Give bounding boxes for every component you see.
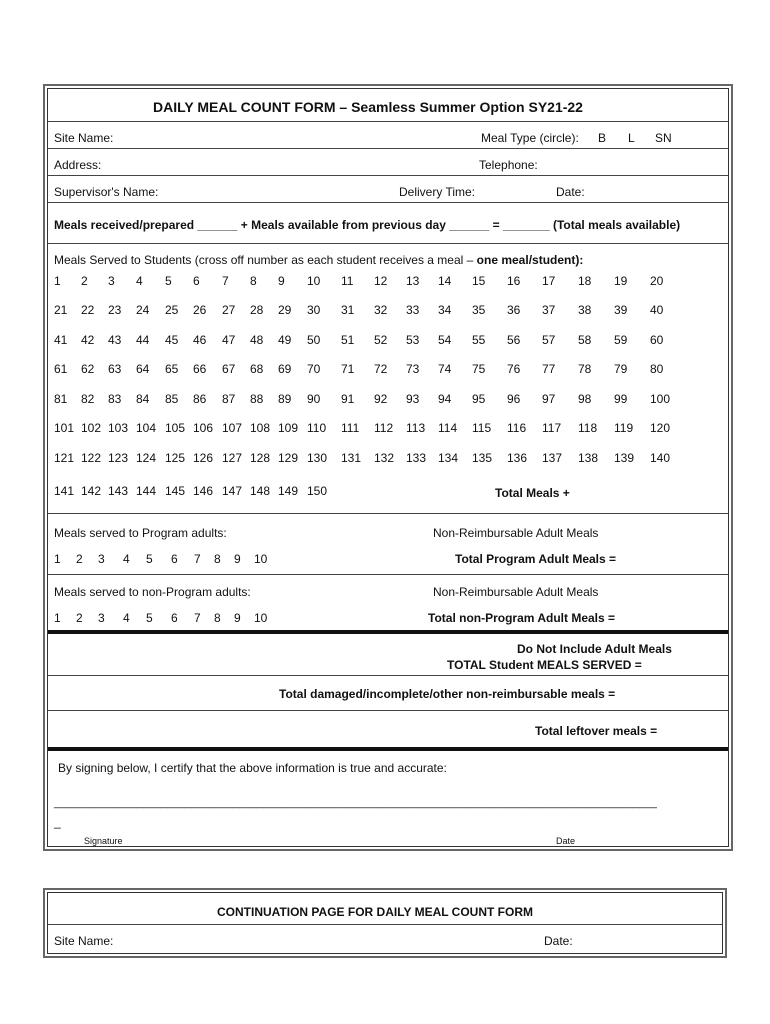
continuation-title-row: [48, 893, 722, 925]
students-instruction-prefix: Meals Served to Students (cross off number as each student receives a meal –: [54, 253, 477, 267]
student-number[interactable]: 145: [165, 484, 186, 498]
student-number[interactable]: 142: [81, 484, 102, 498]
student-number[interactable]: 59: [614, 333, 628, 347]
student-number[interactable]: 116: [507, 421, 527, 435]
student-number[interactable]: 89: [278, 392, 292, 406]
student-number[interactable]: 64: [136, 362, 150, 376]
adult-number[interactable]: 1: [54, 552, 61, 566]
nonprogram-adults-section: [48, 575, 728, 632]
student-number[interactable]: 32: [374, 303, 388, 317]
adult-number[interactable]: 9: [234, 552, 241, 566]
student-number[interactable]: 28: [250, 303, 264, 317]
damaged-total-label: Total damaged/incomplete/other non-reimbursable meals =: [279, 687, 616, 701]
student-number[interactable]: 75: [472, 362, 486, 376]
student-number[interactable]: 94: [438, 392, 452, 406]
student-number[interactable]: 20: [650, 274, 664, 288]
student-number[interactable]: 42: [81, 333, 95, 347]
students-instruction: [54, 253, 583, 267]
site-name-label: Site Name:: [54, 131, 114, 145]
student-number[interactable]: 41: [54, 333, 68, 347]
student-number[interactable]: 114: [438, 421, 458, 435]
student-number[interactable]: 60: [650, 333, 664, 347]
student-number[interactable]: 50: [307, 333, 321, 347]
student-number[interactable]: 97: [542, 392, 556, 406]
student-number[interactable]: 134: [438, 451, 459, 465]
student-number[interactable]: 138: [578, 451, 599, 465]
program-adults-label: Meals served to Program adults:: [54, 526, 227, 540]
supervisor-row: [48, 176, 728, 203]
student-number[interactable]: 132: [374, 451, 395, 465]
student-number[interactable]: 119: [614, 421, 634, 435]
student-number[interactable]: 72: [374, 362, 388, 376]
student-number[interactable]: 9: [278, 274, 285, 288]
program-adults-section: [48, 514, 728, 575]
student-number[interactable]: 140: [650, 451, 671, 465]
student-number[interactable]: 103: [108, 421, 129, 435]
student-number[interactable]: 109: [278, 421, 299, 435]
student-number[interactable]: 52: [374, 333, 388, 347]
adult-number[interactable]: 10: [254, 552, 268, 566]
total-meals-label: Total Meals +: [495, 486, 570, 500]
student-number[interactable]: 7: [222, 274, 229, 288]
adult-number[interactable]: 2: [76, 552, 83, 566]
student-number[interactable]: 15: [472, 274, 486, 288]
student-number[interactable]: 150: [307, 484, 328, 498]
student-number[interactable]: 108: [250, 421, 271, 435]
student-number[interactable]: 105: [165, 421, 186, 435]
student-number[interactable]: 48: [250, 333, 264, 347]
student-number[interactable]: 121: [54, 451, 75, 465]
student-number[interactable]: 63: [108, 362, 122, 376]
student-number[interactable]: 74: [438, 362, 452, 376]
student-number[interactable]: 35: [472, 303, 486, 317]
adult-number[interactable]: 7: [194, 552, 201, 566]
student-number[interactable]: 16: [507, 274, 521, 288]
student-number[interactable]: 4: [136, 274, 143, 288]
student-number[interactable]: 43: [108, 333, 122, 347]
student-number[interactable]: 30: [307, 303, 321, 317]
student-number[interactable]: 137: [542, 451, 563, 465]
student-number[interactable]: 93: [406, 392, 420, 406]
adult-number[interactable]: 10: [254, 611, 268, 625]
student-number[interactable]: 33: [406, 303, 420, 317]
student-number[interactable]: 87: [222, 392, 236, 406]
meal-type-l[interactable]: L: [628, 131, 635, 145]
student-number[interactable]: 130: [307, 451, 328, 465]
meal-type-sn[interactable]: SN: [655, 131, 672, 145]
student-number[interactable]: 86: [193, 392, 207, 406]
student-number[interactable]: 24: [136, 303, 150, 317]
meal-type-b[interactable]: B: [598, 131, 607, 145]
telephone-label: Telephone:: [479, 158, 538, 172]
leftover-row: [48, 711, 728, 747]
student-number[interactable]: 67: [222, 362, 236, 376]
do-not-include-note: Do Not Include Adult Meals: [517, 642, 672, 656]
continuation-title: CONTINUATION PAGE FOR DAILY MEAL COUNT FORM: [217, 905, 534, 919]
student-number[interactable]: 106: [193, 421, 214, 435]
student-number[interactable]: 17: [542, 274, 556, 288]
student-number[interactable]: 125: [165, 451, 186, 465]
student-number[interactable]: 12: [374, 274, 388, 288]
damaged-row: [48, 676, 728, 711]
student-number[interactable]: 44: [136, 333, 150, 347]
adult-number[interactable]: 9: [234, 611, 241, 625]
student-number[interactable]: 141: [54, 484, 75, 498]
program-non-reimb-label: Non-Reimbursable Adult Meals: [433, 526, 599, 540]
student-number[interactable]: 69: [278, 362, 292, 376]
student-number[interactable]: 126: [193, 451, 214, 465]
student-number[interactable]: 62: [81, 362, 95, 376]
student-number[interactable]: 56: [507, 333, 521, 347]
adult-number[interactable]: 2: [76, 611, 83, 625]
student-number[interactable]: 118: [578, 421, 598, 435]
student-number[interactable]: 70: [307, 362, 321, 376]
adult-number[interactable]: 3: [98, 552, 105, 566]
address-row: [48, 149, 728, 176]
meals-received-row: [48, 203, 728, 244]
nonprogram-adults-label: Meals served to non-Program adults:: [54, 585, 251, 599]
student-number[interactable]: 100: [650, 392, 671, 406]
student-number[interactable]: 8: [250, 274, 257, 288]
student-number[interactable]: 57: [542, 333, 556, 347]
student-number[interactable]: 13: [406, 274, 420, 288]
student-number[interactable]: 149: [278, 484, 299, 498]
student-number[interactable]: 68: [250, 362, 264, 376]
student-number[interactable]: 54: [438, 333, 452, 347]
student-number[interactable]: 128: [250, 451, 271, 465]
student-number[interactable]: 104: [136, 421, 157, 435]
total-student-served-label: TOTAL Student MEALS SERVED =: [447, 658, 642, 672]
continuation-site-label: Site Name:: [54, 934, 114, 948]
student-number[interactable]: 11: [341, 274, 354, 288]
continuation-date-label: Date:: [544, 934, 573, 948]
student-number[interactable]: 61: [54, 362, 68, 376]
student-number[interactable]: 80: [650, 362, 664, 376]
student-number[interactable]: 88: [250, 392, 264, 406]
student-number[interactable]: 37: [542, 303, 556, 317]
student-number[interactable]: 27: [222, 303, 236, 317]
student-number[interactable]: 25: [165, 303, 179, 317]
student-number[interactable]: 19: [614, 274, 628, 288]
student-number[interactable]: 18: [578, 274, 592, 288]
adult-number[interactable]: 4: [123, 552, 130, 566]
student-number[interactable]: 39: [614, 303, 628, 317]
student-number[interactable]: 49: [278, 333, 292, 347]
student-number[interactable]: 148: [250, 484, 271, 498]
student-number[interactable]: 81: [54, 392, 68, 406]
student-number[interactable]: 22: [81, 303, 95, 317]
adult-number[interactable]: 5: [146, 611, 153, 625]
student-number[interactable]: 23: [108, 303, 122, 317]
meal-count-form: [43, 84, 733, 851]
form-inner: [47, 88, 729, 847]
supervisor-label: Supervisor's Name:: [54, 185, 159, 199]
student-number[interactable]: 36: [507, 303, 521, 317]
nonprogram-adult-total: Total non-Program Adult Meals =: [428, 611, 616, 625]
student-number[interactable]: 6: [193, 274, 200, 288]
adult-number[interactable]: 6: [171, 611, 178, 625]
student-number[interactable]: 79: [614, 362, 628, 376]
continuation-form: [43, 888, 727, 958]
meal-type-label: Meal Type (circle):: [481, 131, 579, 145]
student-number[interactable]: 131: [341, 451, 362, 465]
student-number[interactable]: 127: [222, 451, 243, 465]
student-number[interactable]: 14: [438, 274, 452, 288]
student-number[interactable]: 3: [108, 274, 115, 288]
student-number[interactable]: 85: [165, 392, 179, 406]
student-number[interactable]: 29: [278, 303, 292, 317]
student-number[interactable]: 117: [542, 421, 562, 435]
signature-date-label: Date: [556, 836, 576, 846]
thick-divider-2: [48, 747, 728, 751]
address-label: Address:: [54, 158, 102, 172]
student-number[interactable]: 46: [193, 333, 207, 347]
student-number[interactable]: 111: [341, 421, 360, 435]
leftover-total-label: Total leftover meals =: [535, 724, 658, 738]
student-number[interactable]: 120: [650, 421, 671, 435]
student-number[interactable]: 95: [472, 392, 486, 406]
student-number[interactable]: 113: [406, 421, 426, 435]
student-number[interactable]: 40: [650, 303, 664, 317]
signature-line-tail: _: [54, 815, 61, 829]
continuation-inner: [47, 892, 723, 954]
student-number[interactable]: 123: [108, 451, 129, 465]
student-number[interactable]: 102: [81, 421, 102, 435]
student-number[interactable]: 101: [54, 421, 75, 435]
adult-number[interactable]: 1: [54, 611, 61, 625]
student-number[interactable]: 38: [578, 303, 592, 317]
student-number[interactable]: 21: [54, 303, 68, 317]
student-number[interactable]: 45: [165, 333, 179, 347]
student-number[interactable]: 133: [406, 451, 427, 465]
student-number[interactable]: 112: [374, 421, 394, 435]
student-number[interactable]: 31: [341, 303, 355, 317]
student-number[interactable]: 90: [307, 392, 321, 406]
student-number[interactable]: 5: [165, 274, 172, 288]
student-number[interactable]: 107: [222, 421, 243, 435]
site-row: [48, 122, 728, 149]
student-number[interactable]: 144: [136, 484, 157, 498]
student-number[interactable]: 129: [278, 451, 299, 465]
adult-number[interactable]: 8: [214, 552, 221, 566]
student-number[interactable]: 98: [578, 392, 592, 406]
adult-number[interactable]: 8: [214, 611, 221, 625]
student-number[interactable]: 34: [438, 303, 452, 317]
adult-number[interactable]: 7: [194, 611, 201, 625]
student-number[interactable]: 124: [136, 451, 157, 465]
student-number[interactable]: 55: [472, 333, 486, 347]
student-number[interactable]: 53: [406, 333, 420, 347]
student-number[interactable]: 122: [81, 451, 102, 465]
students-section: [48, 244, 728, 514]
signature-label: Signature: [84, 836, 123, 846]
date-label: Date:: [556, 185, 585, 199]
student-number[interactable]: 146: [193, 484, 214, 498]
student-number[interactable]: 110: [307, 421, 327, 435]
student-number[interactable]: 26: [193, 303, 207, 317]
adult-number[interactable]: 3: [98, 611, 105, 625]
student-number[interactable]: 47: [222, 333, 236, 347]
student-number[interactable]: 71: [341, 362, 355, 376]
student-number[interactable]: 78: [578, 362, 592, 376]
student-number[interactable]: 2: [81, 274, 88, 288]
certify-statement: By signing below, I certify that the above information is true and accurate:: [58, 761, 447, 775]
signature-line[interactable]: _____________________________________________________________________________________________________: [54, 797, 657, 809]
student-number[interactable]: 99: [614, 392, 628, 406]
student-number[interactable]: 1: [54, 274, 61, 288]
student-number[interactable]: 83: [108, 392, 122, 406]
program-adult-total: Total Program Adult Meals =: [455, 552, 617, 566]
student-number[interactable]: 115: [472, 421, 492, 435]
student-number[interactable]: 51: [341, 333, 355, 347]
nonprogram-non-reimb-label: Non-Reimbursable Adult Meals: [433, 585, 599, 599]
student-number[interactable]: 84: [136, 392, 150, 406]
student-number[interactable]: 147: [222, 484, 243, 498]
adult-number[interactable]: 4: [123, 611, 130, 625]
title-row: [48, 89, 728, 122]
student-number[interactable]: 73: [406, 362, 420, 376]
student-number[interactable]: 66: [193, 362, 207, 376]
student-number[interactable]: 10: [307, 274, 321, 288]
student-number[interactable]: 76: [507, 362, 521, 376]
student-number[interactable]: 136: [507, 451, 528, 465]
student-number[interactable]: 91: [341, 392, 355, 406]
delivery-time-label: Delivery Time:: [399, 185, 476, 199]
student-number[interactable]: 77: [542, 362, 556, 376]
student-served-row: [48, 634, 728, 676]
student-number[interactable]: 143: [108, 484, 129, 498]
adult-number[interactable]: 6: [171, 552, 178, 566]
student-number[interactable]: 92: [374, 392, 388, 406]
students-instruction-bold: one meal/student):: [476, 253, 584, 267]
student-number[interactable]: 96: [507, 392, 521, 406]
student-number[interactable]: 65: [165, 362, 179, 376]
meals-received-text: Meals received/prepared ______ + Meals available from previous day ______ = _______ (Total meals available): [54, 218, 681, 232]
student-number[interactable]: 135: [472, 451, 493, 465]
adult-number[interactable]: 5: [146, 552, 153, 566]
student-number[interactable]: 82: [81, 392, 95, 406]
form-title: DAILY MEAL COUNT FORM – Seamless Summer Option SY21-22: [153, 99, 583, 115]
student-number[interactable]: 58: [578, 333, 592, 347]
student-number[interactable]: 139: [614, 451, 635, 465]
